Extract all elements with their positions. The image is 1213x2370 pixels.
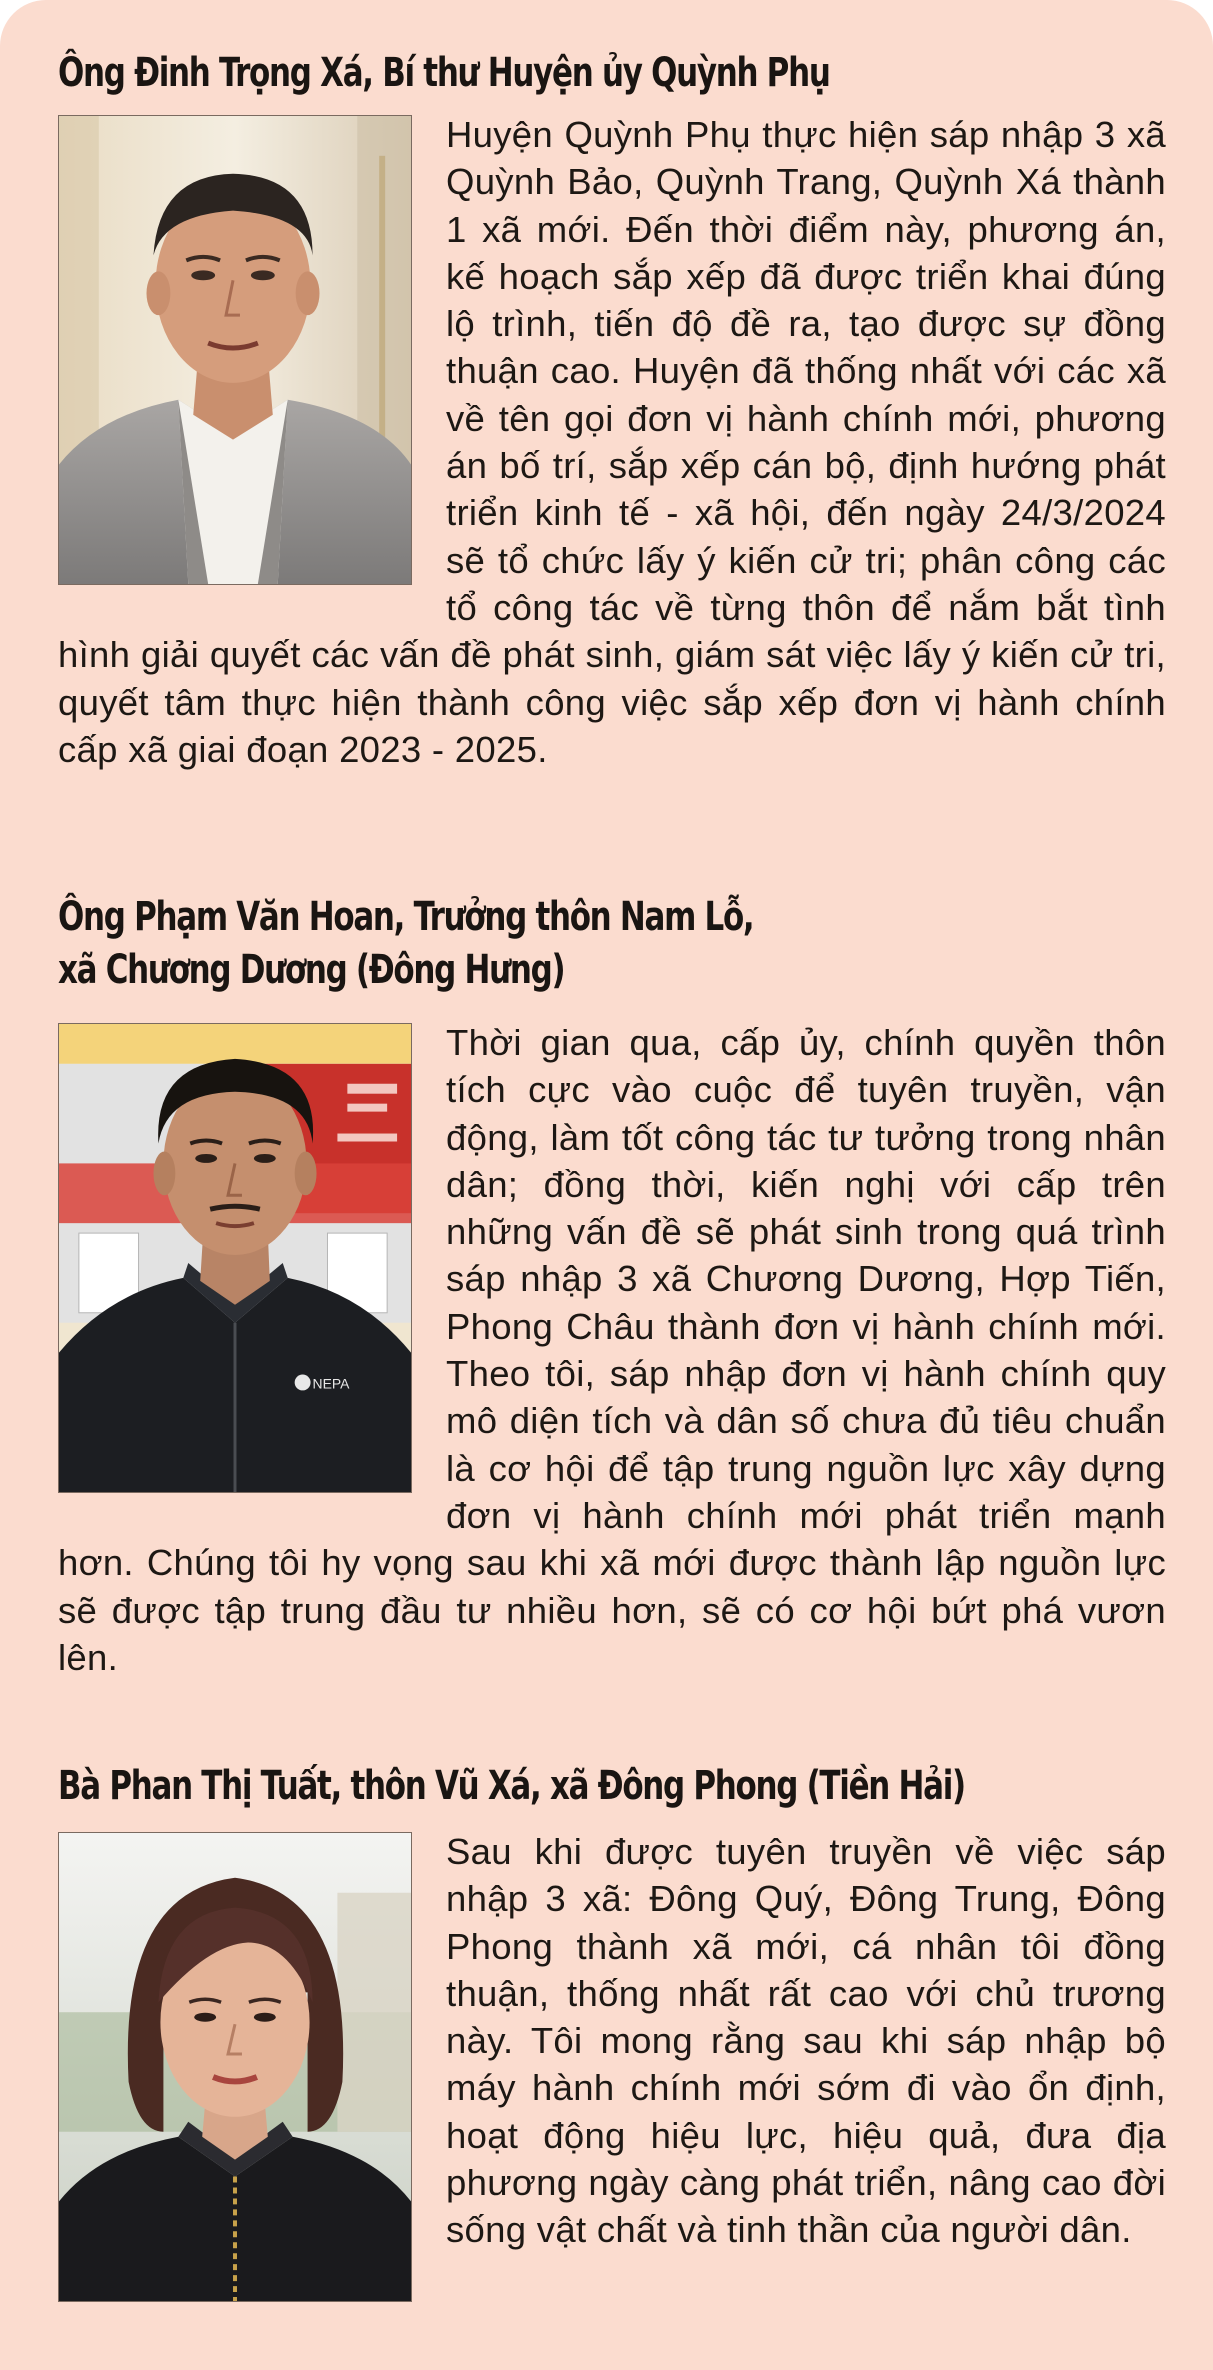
interview-heading-2-line-1: Ông Phạm Văn Hoan, Trưởng thôn Nam Lỗ,: [58, 894, 754, 940]
interview-heading-1: Ông Đinh Trọng Xá, Bí thư Huyện ủy Quỳnh Phụ: [58, 50, 830, 96]
interview-quote-2: Thời gian qua, cấp ủy, chính quyền thôn tích cực vào cuộc để tuyên truyền, vận động, làm tốt công tác tư tưởng trong nhân dân; đồng thời, kiến nghị với cấp trên những vấn đề sẽ phát sinh trong quá trình sáp nhập 3 xã Chương Dương, Hợp Tiến, Phong Châu thành đơn vị hành chính mới. Theo tôi, sáp nhập đơn vị hành chính quy mô diện tích và dân số chưa đủ tiêu chuẩn là cơ hội để tập trung nguồn lực xây dựng đơn vị hành chính mới phát triển mạnh hơn. Chúng tôi hy vọng sau khi xã mới được thành lập nguồn lực sẽ được tập trung đầu tư nhiều hơn, sẽ có cơ hội bứt phá vươn lên.: [58, 1022, 1166, 1678]
interview-quote-3: Sau khi được tuyên truyền về việc sáp nhập 3 xã: Đông Quý, Đông Trung, Đông Phong thành xã mới, cá nhân tôi đồng thuận, thống nhất rất cao với chủ trương này. Tôi mong rằng sau khi sáp nhập bộ máy hành chính mới sớm đi vào ổn định, hoạt động hiệu lực, hiệu quả, đưa địa phương ngày càng phát triển, nâng cao đời sống vật chất và tinh thần của người dân.: [446, 1831, 1166, 2251]
interview-section-2: [58, 892, 1166, 1681]
interview-section-1: [58, 48, 1166, 773]
interview-heading-2-line-2: xã Chương Dương (Đông Hưng): [58, 947, 565, 993]
interview-quote-1: Huyện Quỳnh Phụ thực hiện sáp nhập 3 xã Quỳnh Bảo, Quỳnh Trang, Quỳnh Xá thành 1 xã mới. Đến thời điểm này, phương án, kế hoạch sắp xếp đã được triển khai đúng lộ trình, tiến độ đề ra, tạo được sự đồng thuận cao. Huyện đã thống nhất với các xã về tên gọi đơn vị hành chính mới, phương án bố trí, sắp xếp cán bộ, định hướng phát triển kinh tế - xã hội, đến ngày 24/3/2024 sẽ tổ chức lấy ý kiến cử tri; phân công các tổ công tác về từng thôn để nắm bắt tình hình giải quyết các vấn đề phát sinh, giám sát việc lấy ý kiến cử tri, quyết tâm thực hiện thành công việc sắp xếp đơn vị hành chính cấp xã giai đoạn 2023 - 2025.: [58, 114, 1166, 770]
portrait-woman-icon: [58, 1832, 412, 2302]
interview-heading-3: Bà Phan Thị Tuất, thôn Vũ Xá, xã Đông Phong (Tiền Hải): [58, 1763, 965, 1809]
portrait-man-suit-icon: [58, 115, 412, 585]
portrait-man-jacket-icon: [58, 1023, 412, 1493]
interview-section-3: [58, 1761, 1166, 2308]
jacket-logo: NEPA: [312, 1375, 350, 1392]
